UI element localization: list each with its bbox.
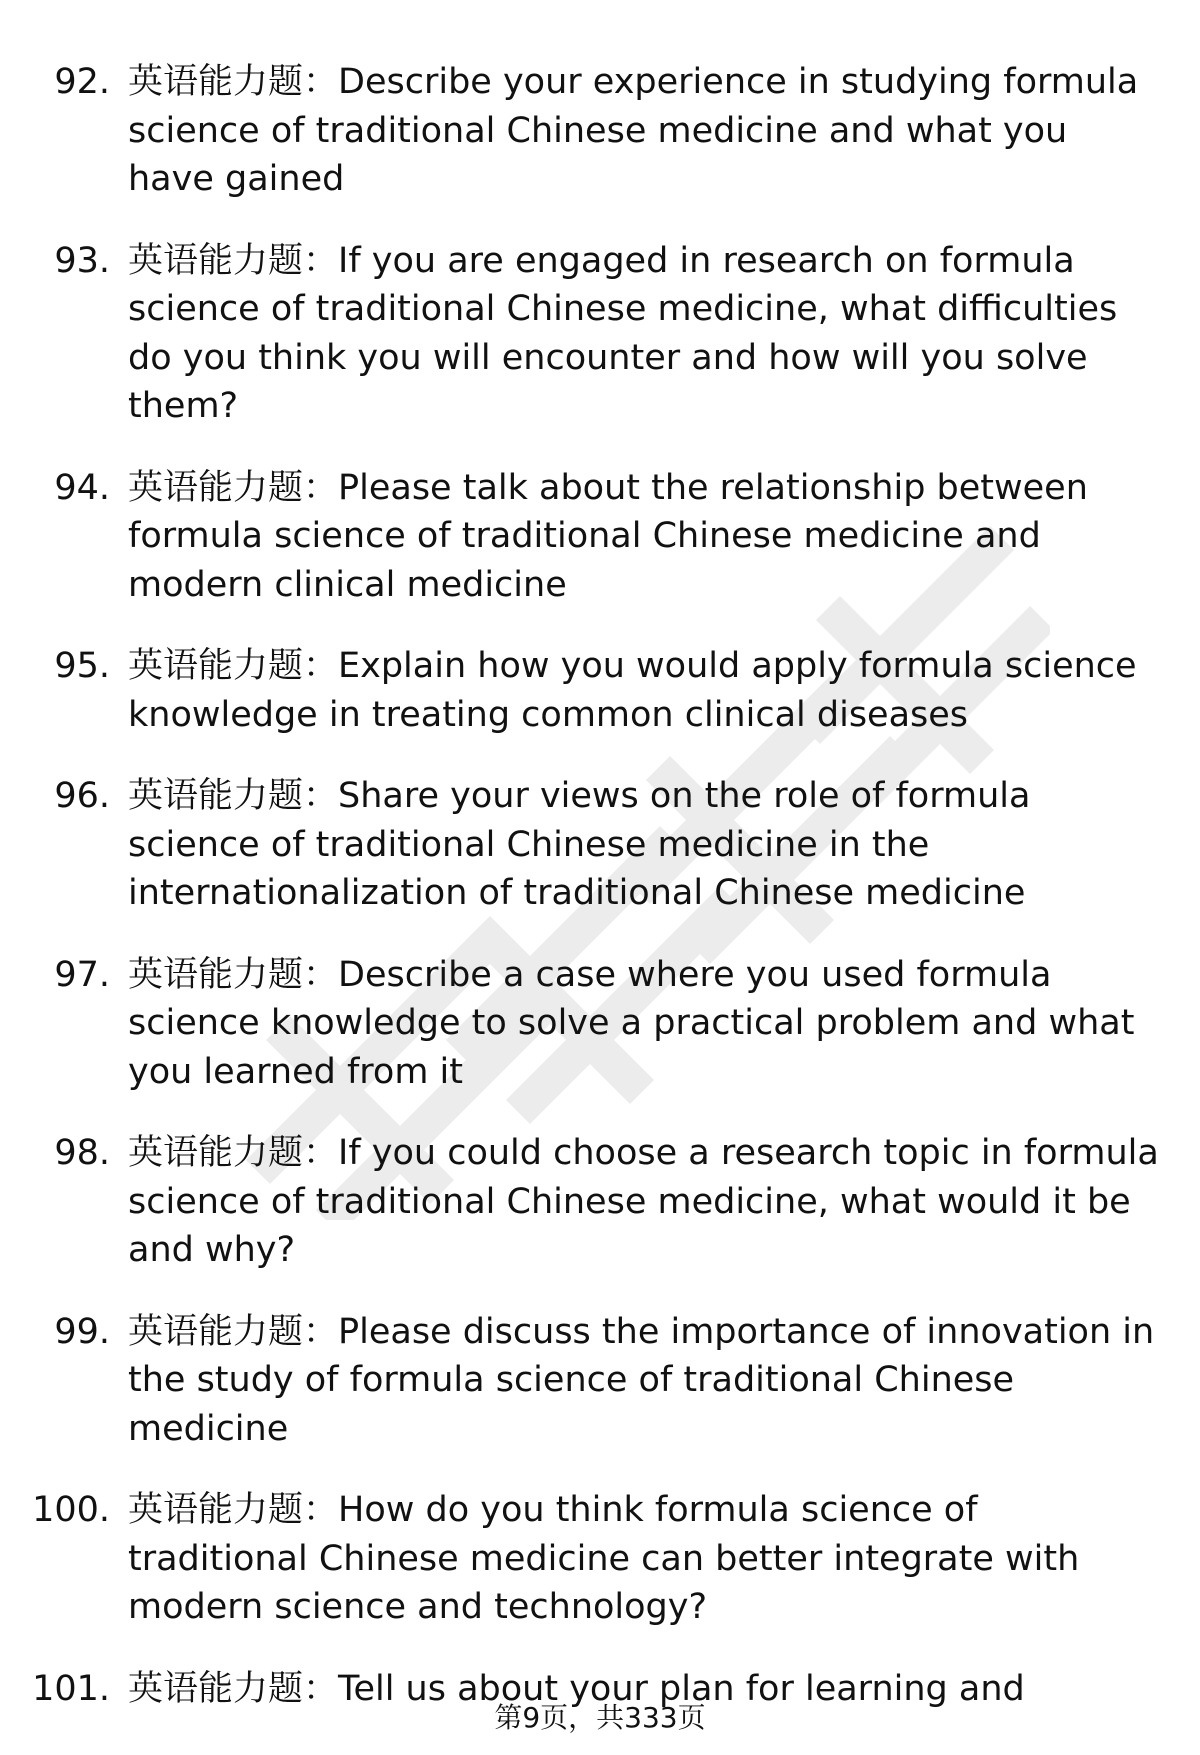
question-number: 98. xyxy=(54,1133,110,1173)
question-number: 96. xyxy=(54,776,110,816)
question-category: 英语能力题： xyxy=(128,1311,339,1352)
question-text: Please discuss the importance of innovation in the study of formula science of traditional Chinese medicine xyxy=(128,1311,1155,1449)
question-item xyxy=(0,1308,1200,1454)
question-category: 英语能力题： xyxy=(128,1490,339,1530)
question-item xyxy=(0,237,1200,431)
question-text: Please talk about the relationship between formula science of traditional Chinese medicine and modern clinical medicine xyxy=(128,467,1088,605)
question-text: Share your views on the role of formula science of traditional Chinese medicine in the internationalization of traditional Chinese medicine xyxy=(128,776,1031,913)
question-item xyxy=(0,1129,1200,1275)
question-number: 101. xyxy=(32,1668,110,1709)
page-number-footer: 第9页，共333页 xyxy=(494,1701,706,1734)
question-text: How do you think formula science of traditional Chinese medicine can better integrate with modern science and technology? xyxy=(128,1490,1080,1627)
question-text: Describe a case where you used formula science knowledge to solve a practical problem and what you learned from it xyxy=(128,954,1135,1092)
question-number: 100. xyxy=(32,1490,110,1530)
question-number: 95. xyxy=(54,646,110,686)
question-category: 英语能力题： xyxy=(128,776,339,816)
question-category: 英语能力题： xyxy=(128,1133,339,1173)
question-category: 英语能力题： xyxy=(128,240,339,281)
question-number: 93. xyxy=(54,240,110,281)
question-text: Tell us about your plan for learning and xyxy=(338,1668,1025,1709)
question-category: 英语能力题： xyxy=(128,467,339,508)
question-number: 97. xyxy=(54,954,110,995)
question-number: 94. xyxy=(54,467,110,508)
question-category: 英语能力题： xyxy=(128,646,339,686)
question-item xyxy=(0,464,1200,610)
question-category: 英语能力题： xyxy=(128,954,339,995)
question-text: Explain how you would apply formula science knowledge in treating common clinical diseases xyxy=(128,646,1137,735)
question-category: 英语能力题： xyxy=(128,62,339,102)
question-text: If you could choose a research topic in formula science of traditional Chinese medicine, what would it be and why? xyxy=(128,1133,1159,1270)
question-item xyxy=(0,642,1200,739)
question-list xyxy=(0,58,1200,1746)
question-item xyxy=(0,772,1200,918)
question-item xyxy=(0,58,1200,204)
question-item xyxy=(0,1486,1200,1632)
question-item xyxy=(0,951,1200,1097)
question-text: Describe your experience in studying formula science of traditional Chinese medicine and what you have gained xyxy=(128,62,1139,199)
question-number: 99. xyxy=(54,1311,110,1352)
question-number: 92. xyxy=(54,62,110,102)
question-category: 英语能力题： xyxy=(128,1668,339,1709)
question-text: If you are engaged in research on formula science of traditional Chinese medicine, what difficulties do you think you will encounter and how will you solve them? xyxy=(128,240,1118,426)
